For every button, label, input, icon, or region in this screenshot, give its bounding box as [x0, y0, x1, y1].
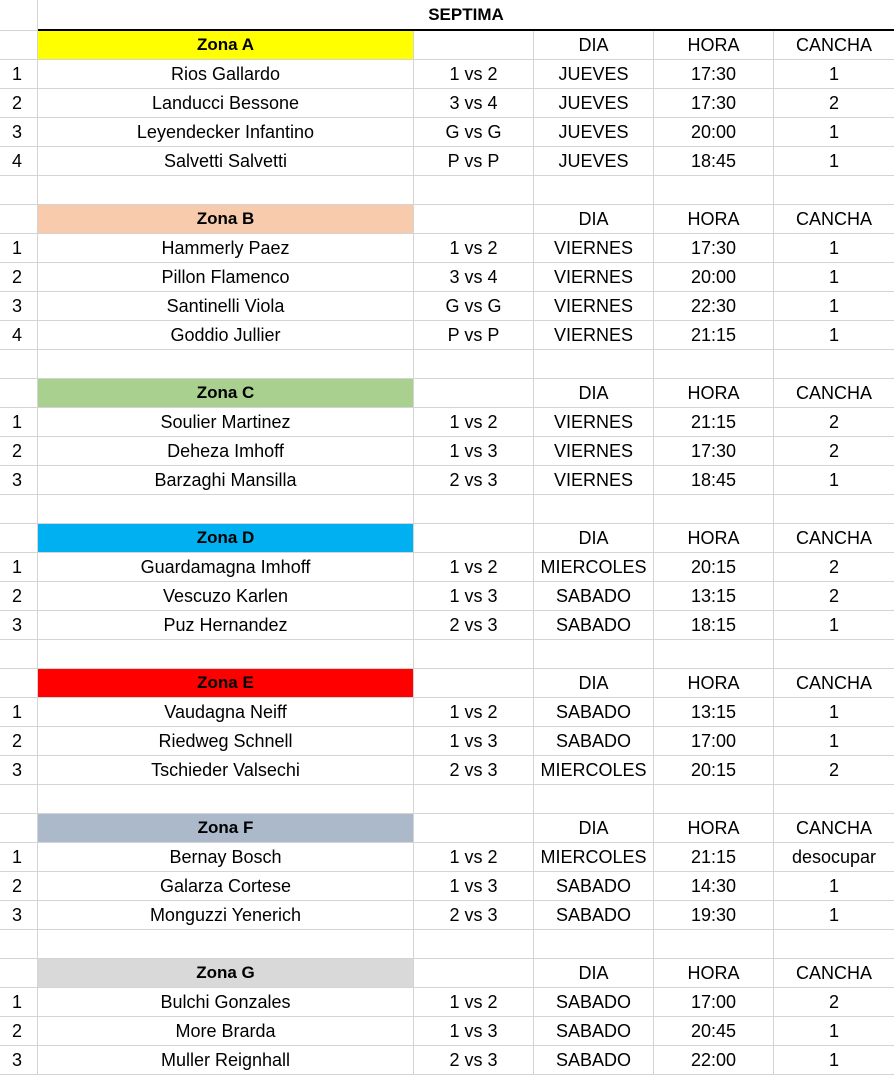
empty-cell[interactable]	[774, 640, 894, 669]
court-header[interactable]: CANCHA	[774, 814, 894, 843]
match-row	[0, 408, 894, 437]
row-number-cell[interactable]: 2	[0, 1017, 38, 1046]
team-cell[interactable]: Guardamagna Imhoff	[38, 553, 414, 582]
empty-cell[interactable]	[0, 814, 38, 843]
empty-cell[interactable]	[414, 205, 534, 234]
day-cell[interactable]: JUEVES	[534, 89, 654, 118]
empty-cell[interactable]	[534, 495, 654, 524]
empty-cell[interactable]	[0, 31, 38, 60]
time-header[interactable]: HORA	[654, 379, 774, 408]
court-cell[interactable]: 1	[774, 118, 894, 147]
matchup-cell[interactable]: 1 vs 3	[414, 437, 534, 466]
court-cell[interactable]: 1	[774, 321, 894, 350]
match-row	[0, 89, 894, 118]
time-cell[interactable]: 13:15	[654, 582, 774, 611]
empty-cell[interactable]	[654, 640, 774, 669]
match-row	[0, 234, 894, 263]
team-cell[interactable]: More Brarda	[38, 1017, 414, 1046]
row-number-cell[interactable]: 2	[0, 437, 38, 466]
matchup-cell[interactable]: 3 vs 4	[414, 89, 534, 118]
empty-cell[interactable]	[38, 785, 414, 814]
time-header[interactable]: HORA	[654, 205, 774, 234]
matchup-cell[interactable]: 1 vs 2	[414, 60, 534, 89]
day-header[interactable]: DIA	[534, 669, 654, 698]
empty-cell[interactable]	[654, 350, 774, 379]
matchup-cell[interactable]: G vs G	[414, 118, 534, 147]
time-header[interactable]: HORA	[654, 524, 774, 553]
empty-cell[interactable]	[654, 495, 774, 524]
zone-name[interactable]: Zona A	[38, 31, 414, 60]
blank-row	[0, 640, 894, 669]
team-cell[interactable]: Hammerly Paez	[38, 234, 414, 263]
day-cell[interactable]: SABADO	[534, 988, 654, 1017]
court-cell[interactable]: desocupar	[774, 843, 894, 872]
empty-cell[interactable]	[38, 640, 414, 669]
title-row	[0, 0, 894, 31]
empty-cell[interactable]	[534, 350, 654, 379]
empty-cell[interactable]	[0, 379, 38, 408]
empty-cell[interactable]	[534, 640, 654, 669]
zone-name[interactable]: Zona B	[38, 205, 414, 234]
blank-row	[0, 495, 894, 524]
zone-header-row	[0, 959, 894, 988]
day-cell[interactable]: VIERNES	[534, 466, 654, 495]
time-header[interactable]: HORA	[654, 959, 774, 988]
team-cell[interactable]: Salvetti Salvetti	[38, 147, 414, 176]
court-header[interactable]: CANCHA	[774, 31, 894, 60]
row-number-cell[interactable]: 2	[0, 263, 38, 292]
match-row	[0, 988, 894, 1017]
court-cell[interactable]: 1	[774, 234, 894, 263]
empty-cell[interactable]	[0, 350, 38, 379]
empty-cell[interactable]	[414, 959, 534, 988]
day-cell[interactable]: SABADO	[534, 1046, 654, 1075]
row-number-cell[interactable]: 1	[0, 60, 38, 89]
team-cell[interactable]: Soulier Martinez	[38, 408, 414, 437]
row-number-cell[interactable]: 3	[0, 466, 38, 495]
time-cell[interactable]: 18:15	[654, 611, 774, 640]
empty-cell[interactable]	[654, 930, 774, 959]
zone-header-row	[0, 524, 894, 553]
time-cell[interactable]: 21:15	[654, 408, 774, 437]
blank-row	[0, 350, 894, 379]
court-cell[interactable]: 2	[774, 89, 894, 118]
row-number-cell[interactable]: 1	[0, 843, 38, 872]
time-cell[interactable]: 21:15	[654, 321, 774, 350]
matchup-cell[interactable]: 1 vs 3	[414, 727, 534, 756]
court-cell[interactable]: 1	[774, 60, 894, 89]
empty-cell[interactable]	[414, 669, 534, 698]
empty-cell[interactable]	[0, 785, 38, 814]
team-cell[interactable]: Riedweg Schnell	[38, 727, 414, 756]
time-header[interactable]: HORA	[654, 31, 774, 60]
matchup-cell[interactable]: 2 vs 3	[414, 1046, 534, 1075]
day-cell[interactable]: JUEVES	[534, 60, 654, 89]
time-cell[interactable]: 19:30	[654, 901, 774, 930]
court-cell[interactable]: 1	[774, 901, 894, 930]
empty-cell[interactable]	[774, 350, 894, 379]
zone-header-row	[0, 814, 894, 843]
matchup-cell[interactable]: 1 vs 2	[414, 843, 534, 872]
court-cell[interactable]: 1	[774, 466, 894, 495]
matchup-cell[interactable]: 1 vs 2	[414, 988, 534, 1017]
day-header[interactable]: DIA	[534, 205, 654, 234]
day-header[interactable]: DIA	[534, 379, 654, 408]
time-cell[interactable]: 20:45	[654, 1017, 774, 1046]
empty-cell[interactable]	[414, 524, 534, 553]
match-row	[0, 698, 894, 727]
row-number-cell[interactable]: 2	[0, 89, 38, 118]
sheet-title[interactable]: SEPTIMA	[38, 0, 894, 31]
time-cell[interactable]: 20:15	[654, 756, 774, 785]
team-cell[interactable]: Puz Hernandez	[38, 611, 414, 640]
day-cell[interactable]: MIERCOLES	[534, 843, 654, 872]
matchup-cell[interactable]: 2 vs 3	[414, 901, 534, 930]
matchup-cell[interactable]: 1 vs 2	[414, 234, 534, 263]
matchup-cell[interactable]: G vs G	[414, 292, 534, 321]
court-cell[interactable]: 1	[774, 872, 894, 901]
match-row	[0, 872, 894, 901]
empty-cell[interactable]	[414, 350, 534, 379]
empty-cell[interactable]	[414, 31, 534, 60]
match-row	[0, 582, 894, 611]
match-row	[0, 553, 894, 582]
row-number-cell[interactable]: 2	[0, 727, 38, 756]
time-cell[interactable]: 22:00	[654, 1046, 774, 1075]
court-cell[interactable]: 2	[774, 437, 894, 466]
time-cell[interactable]: 17:00	[654, 988, 774, 1017]
zone-name[interactable]: Zona C	[38, 379, 414, 408]
time-cell[interactable]: 13:15	[654, 698, 774, 727]
court-header[interactable]: CANCHA	[774, 205, 894, 234]
matchup-cell[interactable]: 1 vs 3	[414, 1017, 534, 1046]
day-cell[interactable]: MIERCOLES	[534, 756, 654, 785]
court-cell[interactable]: 1	[774, 698, 894, 727]
team-cell[interactable]: Muller Reignhall	[38, 1046, 414, 1075]
day-header[interactable]: DIA	[534, 814, 654, 843]
matchup-cell[interactable]: 1 vs 2	[414, 553, 534, 582]
zone-header-row	[0, 31, 894, 60]
court-cell[interactable]: 1	[774, 727, 894, 756]
row-number-cell[interactable]: 3	[0, 118, 38, 147]
zone-header-row	[0, 379, 894, 408]
day-cell[interactable]: SABADO	[534, 611, 654, 640]
empty-cell[interactable]	[38, 495, 414, 524]
row-number-cell[interactable]: 2	[0, 872, 38, 901]
zone-name[interactable]: Zona G	[38, 959, 414, 988]
time-cell[interactable]: 20:00	[654, 118, 774, 147]
matchup-cell[interactable]: 1 vs 3	[414, 582, 534, 611]
day-header[interactable]: DIA	[534, 524, 654, 553]
time-cell[interactable]: 18:45	[654, 147, 774, 176]
team-cell[interactable]: Rios Gallardo	[38, 60, 414, 89]
row-number-cell[interactable]: 3	[0, 292, 38, 321]
time-cell[interactable]: 17:30	[654, 60, 774, 89]
court-header[interactable]: CANCHA	[774, 524, 894, 553]
blank-row	[0, 930, 894, 959]
empty-cell[interactable]	[0, 524, 38, 553]
day-cell[interactable]: VIERNES	[534, 234, 654, 263]
match-row	[0, 437, 894, 466]
court-cell[interactable]: 1	[774, 147, 894, 176]
match-row	[0, 843, 894, 872]
row-number-cell[interactable]: 1	[0, 234, 38, 263]
team-cell[interactable]: Landucci Bessone	[38, 89, 414, 118]
matchup-cell[interactable]: 1 vs 2	[414, 408, 534, 437]
empty-cell[interactable]	[0, 640, 38, 669]
time-cell[interactable]: 20:00	[654, 263, 774, 292]
zone-header-row	[0, 669, 894, 698]
empty-cell[interactable]	[414, 379, 534, 408]
day-cell[interactable]: MIERCOLES	[534, 553, 654, 582]
time-cell[interactable]: 22:30	[654, 292, 774, 321]
empty-cell[interactable]	[414, 930, 534, 959]
day-cell[interactable]: VIERNES	[534, 263, 654, 292]
row-number-cell[interactable]: 4	[0, 147, 38, 176]
empty-cell[interactable]	[534, 176, 654, 205]
court-cell[interactable]: 1	[774, 611, 894, 640]
empty-cell[interactable]	[414, 495, 534, 524]
empty-cell[interactable]	[38, 930, 414, 959]
row-number-cell[interactable]: 3	[0, 1046, 38, 1075]
match-row	[0, 466, 894, 495]
time-cell[interactable]: 17:00	[654, 727, 774, 756]
empty-cell[interactable]	[414, 785, 534, 814]
row-number-cell[interactable]: 1	[0, 553, 38, 582]
court-cell[interactable]: 1	[774, 292, 894, 321]
day-cell[interactable]: VIERNES	[534, 292, 654, 321]
match-row	[0, 727, 894, 756]
court-cell[interactable]: 2	[774, 408, 894, 437]
team-cell[interactable]: Vescuzo Karlen	[38, 582, 414, 611]
empty-cell[interactable]	[654, 785, 774, 814]
time-header[interactable]: HORA	[654, 814, 774, 843]
court-header[interactable]: CANCHA	[774, 959, 894, 988]
match-row	[0, 756, 894, 785]
court-header[interactable]: CANCHA	[774, 379, 894, 408]
day-header[interactable]: DIA	[534, 959, 654, 988]
empty-cell[interactable]	[0, 669, 38, 698]
matchup-cell[interactable]: P vs P	[414, 321, 534, 350]
row-number-cell[interactable]: 3	[0, 901, 38, 930]
row-number-cell[interactable]: 1	[0, 988, 38, 1017]
time-cell[interactable]: 21:15	[654, 843, 774, 872]
row-number-cell[interactable]: 3	[0, 611, 38, 640]
day-cell[interactable]: SABADO	[534, 1017, 654, 1046]
team-cell[interactable]: Pillon Flamenco	[38, 263, 414, 292]
matchup-cell[interactable]: 1 vs 2	[414, 698, 534, 727]
empty-cell[interactable]	[774, 495, 894, 524]
time-cell[interactable]: 17:30	[654, 89, 774, 118]
day-cell[interactable]: VIERNES	[534, 437, 654, 466]
team-cell[interactable]: Galarza Cortese	[38, 872, 414, 901]
time-cell[interactable]: 17:30	[654, 234, 774, 263]
empty-cell[interactable]	[414, 640, 534, 669]
day-cell[interactable]: SABADO	[534, 727, 654, 756]
matchup-cell[interactable]: 2 vs 3	[414, 756, 534, 785]
empty-cell[interactable]	[0, 959, 38, 988]
team-cell[interactable]: Leyendecker Infantino	[38, 118, 414, 147]
empty-cell[interactable]	[0, 930, 38, 959]
court-cell[interactable]: 2	[774, 553, 894, 582]
row-number-cell[interactable]	[0, 0, 38, 31]
day-cell[interactable]: VIERNES	[534, 408, 654, 437]
court-header[interactable]: CANCHA	[774, 669, 894, 698]
time-cell[interactable]: 18:45	[654, 466, 774, 495]
zone-name[interactable]: Zona D	[38, 524, 414, 553]
team-cell[interactable]: Bernay Bosch	[38, 843, 414, 872]
team-cell[interactable]: Tschieder Valsechi	[38, 756, 414, 785]
row-number-cell[interactable]: 2	[0, 582, 38, 611]
empty-cell[interactable]	[654, 176, 774, 205]
row-number-cell[interactable]: 3	[0, 756, 38, 785]
match-row	[0, 147, 894, 176]
matchup-cell[interactable]: 2 vs 3	[414, 466, 534, 495]
day-cell[interactable]: VIERNES	[534, 321, 654, 350]
matchup-cell[interactable]: 2 vs 3	[414, 611, 534, 640]
day-header[interactable]: DIA	[534, 31, 654, 60]
empty-cell[interactable]	[0, 176, 38, 205]
time-cell[interactable]: 14:30	[654, 872, 774, 901]
team-cell[interactable]: Santinelli Viola	[38, 292, 414, 321]
zone-name[interactable]: Zona E	[38, 669, 414, 698]
empty-cell[interactable]	[774, 785, 894, 814]
match-row	[0, 292, 894, 321]
court-cell[interactable]: 1	[774, 1017, 894, 1046]
row-number-cell[interactable]: 1	[0, 408, 38, 437]
day-cell[interactable]: SABADO	[534, 901, 654, 930]
court-cell[interactable]: 1	[774, 263, 894, 292]
empty-cell[interactable]	[774, 176, 894, 205]
team-cell[interactable]: Goddio Jullier	[38, 321, 414, 350]
match-row	[0, 118, 894, 147]
empty-cell[interactable]	[414, 176, 534, 205]
empty-cell[interactable]	[0, 205, 38, 234]
matchup-cell[interactable]: P vs P	[414, 147, 534, 176]
day-cell[interactable]: SABADO	[534, 872, 654, 901]
court-cell[interactable]: 2	[774, 582, 894, 611]
match-row	[0, 263, 894, 292]
time-cell[interactable]: 17:30	[654, 437, 774, 466]
zone-name[interactable]: Zona F	[38, 814, 414, 843]
time-header[interactable]: HORA	[654, 669, 774, 698]
zone-header-row	[0, 205, 894, 234]
court-cell[interactable]: 2	[774, 756, 894, 785]
court-cell[interactable]: 1	[774, 1046, 894, 1075]
time-cell[interactable]: 20:15	[654, 553, 774, 582]
zones-container	[0, 31, 894, 1075]
team-cell[interactable]: Barzaghi Mansilla	[38, 466, 414, 495]
row-number-cell[interactable]: 4	[0, 321, 38, 350]
day-cell[interactable]: SABADO	[534, 698, 654, 727]
empty-cell[interactable]	[0, 495, 38, 524]
day-cell[interactable]: JUEVES	[534, 118, 654, 147]
match-row	[0, 1017, 894, 1046]
empty-cell[interactable]	[774, 930, 894, 959]
match-row	[0, 611, 894, 640]
blank-row	[0, 785, 894, 814]
empty-cell[interactable]	[414, 814, 534, 843]
day-cell[interactable]: JUEVES	[534, 147, 654, 176]
team-cell[interactable]: Vaudagna Neiff	[38, 698, 414, 727]
day-cell[interactable]: SABADO	[534, 582, 654, 611]
team-cell[interactable]: Monguzzi Yenerich	[38, 901, 414, 930]
matchup-cell[interactable]: 1 vs 3	[414, 872, 534, 901]
team-cell[interactable]: Deheza Imhoff	[38, 437, 414, 466]
empty-cell[interactable]	[534, 785, 654, 814]
matchup-cell[interactable]: 3 vs 4	[414, 263, 534, 292]
court-cell[interactable]: 2	[774, 988, 894, 1017]
match-row	[0, 901, 894, 930]
match-row	[0, 321, 894, 350]
empty-cell[interactable]	[38, 350, 414, 379]
empty-cell[interactable]	[534, 930, 654, 959]
empty-cell[interactable]	[38, 176, 414, 205]
match-row	[0, 60, 894, 89]
blank-row	[0, 176, 894, 205]
match-row	[0, 1046, 894, 1075]
row-number-cell[interactable]: 1	[0, 698, 38, 727]
team-cell[interactable]: Bulchi Gonzales	[38, 988, 414, 1017]
